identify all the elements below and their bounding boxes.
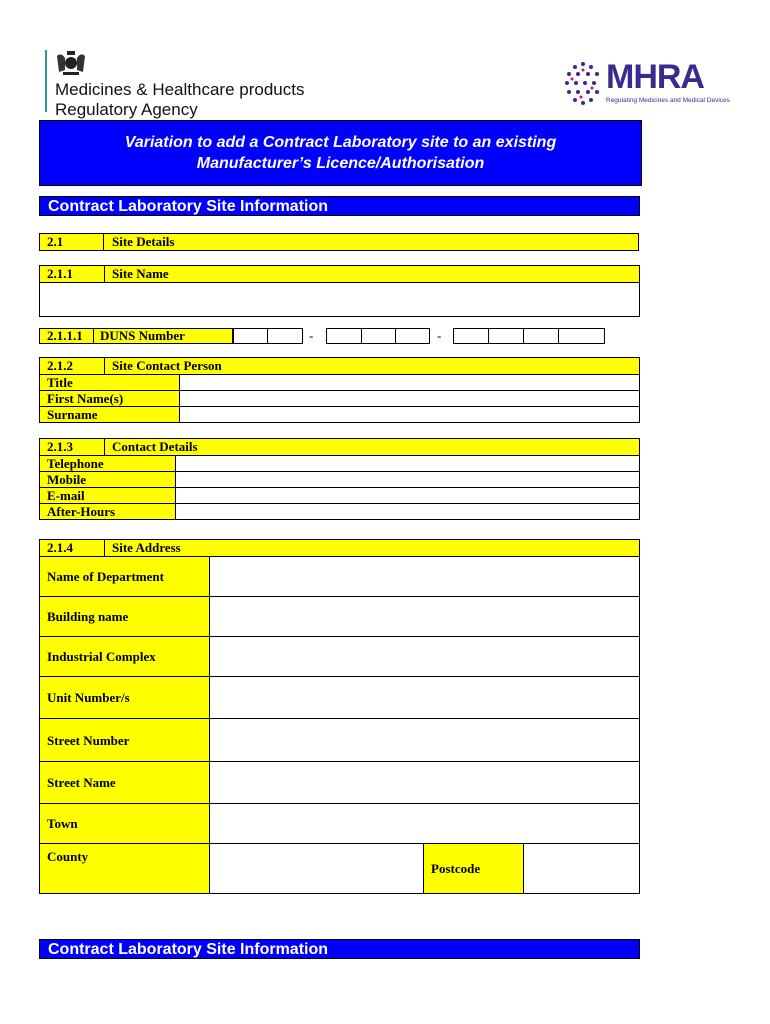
mhra-logo-text: MHRA: [606, 58, 704, 96]
mhra-dots-icon: [563, 60, 603, 111]
site-address-number: 2.1.4: [47, 540, 73, 555]
table-row: [40, 488, 640, 504]
table-row: [40, 456, 640, 472]
duns-digit-1[interactable]: [233, 328, 268, 344]
contact-person-number: 2.1.2: [47, 358, 73, 373]
industrial-complex-label: Industrial Complex: [40, 637, 210, 677]
building-name-field[interactable]: [210, 597, 640, 637]
email-field[interactable]: [176, 488, 640, 504]
county-label: County: [40, 844, 210, 894]
duns-number: 2.1.1.1: [47, 328, 83, 343]
duns-digit-6[interactable]: [453, 328, 489, 344]
duns-digit-7[interactable]: [488, 328, 524, 344]
street-number-field[interactable]: [210, 719, 640, 762]
site-name-number: 2.1.1: [47, 266, 73, 281]
title-label: Title: [40, 375, 180, 391]
table-row: [40, 407, 640, 423]
agency-name-line1: Medicines & Healthcare products: [55, 80, 305, 99]
telephone-label: Telephone: [40, 456, 176, 472]
table-row: [40, 844, 640, 894]
duns-separator-1: -: [309, 328, 314, 343]
table-row: [40, 597, 640, 637]
site-address-header: [39, 539, 640, 557]
industrial-complex-field[interactable]: [210, 637, 640, 677]
after-hours-label: After-Hours: [40, 504, 176, 520]
street-number-label: Street Number: [40, 719, 210, 762]
first-names-field[interactable]: [180, 391, 640, 407]
duns-label: DUNS Number: [100, 328, 185, 343]
table-row: [40, 391, 640, 407]
contact-person-header: [39, 357, 640, 375]
mhra-logo-tagline: Regulating Medicines and Medical Devices: [606, 97, 730, 104]
town-label: Town: [40, 804, 210, 844]
duns-digit-2[interactable]: [267, 328, 303, 344]
contact-person-table: [39, 374, 640, 423]
mobile-field[interactable]: [176, 472, 640, 488]
duns-header: [39, 328, 233, 344]
contact-details-header: [39, 438, 640, 456]
after-hours-field[interactable]: [176, 504, 640, 520]
duns-separator-2: -: [437, 328, 442, 343]
table-row: [40, 762, 640, 804]
table-row: [40, 557, 640, 597]
site-details-header: [39, 233, 639, 251]
duns-digit-5[interactable]: [395, 328, 430, 344]
mobile-label: Mobile: [40, 472, 176, 488]
street-name-field[interactable]: [210, 762, 640, 804]
site-name-label: Site Name: [112, 266, 169, 281]
duns-digit-8[interactable]: [523, 328, 559, 344]
table-row: [40, 375, 640, 391]
site-details-label: Site Details: [112, 234, 175, 249]
unit-numbers-label: Unit Number/s: [40, 677, 210, 719]
building-name-label: Building name: [40, 597, 210, 637]
table-row: [40, 804, 640, 844]
contact-person-label: Site Contact Person: [112, 358, 222, 373]
agency-name-line2: Regulatory Agency: [55, 100, 198, 119]
telephone-field[interactable]: [176, 456, 640, 472]
unit-numbers-field[interactable]: [210, 677, 640, 719]
form-title-line1: Variation to add a Contract Laboratory site to an existing: [124, 134, 557, 151]
table-row: [40, 719, 640, 762]
site-address-table: [39, 556, 640, 894]
site-name-header: [39, 265, 640, 283]
contact-details-number: 2.1.3: [47, 439, 73, 454]
county-field[interactable]: [210, 844, 424, 894]
section-title-footer: Contract Laboratory Site Information: [39, 939, 640, 959]
header-rule: [45, 50, 47, 112]
table-row: [40, 504, 640, 520]
section-title: Contract Laboratory Site Information: [39, 196, 640, 216]
duns-digit-4[interactable]: [361, 328, 396, 344]
postcode-label: Postcode: [424, 844, 524, 894]
email-label: E-mail: [40, 488, 176, 504]
form-title-line2: Manufacturer’s Licence/Authorisation: [196, 155, 485, 172]
duns-digit-9[interactable]: [558, 328, 605, 344]
town-field[interactable]: [210, 804, 640, 844]
department-label: Name of Department: [40, 557, 210, 597]
surname-field[interactable]: [180, 407, 640, 423]
agency-name: [55, 80, 304, 120]
royal-coat-of-arms-icon: [53, 50, 89, 81]
form-title-box: [39, 120, 642, 186]
site-name-input[interactable]: [39, 282, 640, 317]
table-row: [40, 677, 640, 719]
contact-details-table: [39, 455, 640, 520]
department-field[interactable]: [210, 557, 640, 597]
first-names-label: First Name(s): [40, 391, 180, 407]
table-row: [40, 472, 640, 488]
site-address-label: Site Address: [112, 540, 181, 555]
postcode-field[interactable]: [524, 844, 640, 894]
site-details-number: 2.1: [47, 234, 64, 249]
table-row: [40, 637, 640, 677]
street-name-label: Street Name: [40, 762, 210, 804]
contact-details-label: Contact Details: [112, 439, 198, 454]
title-field[interactable]: [180, 375, 640, 391]
surname-label: Surname: [40, 407, 180, 423]
duns-digit-3[interactable]: [326, 328, 362, 344]
